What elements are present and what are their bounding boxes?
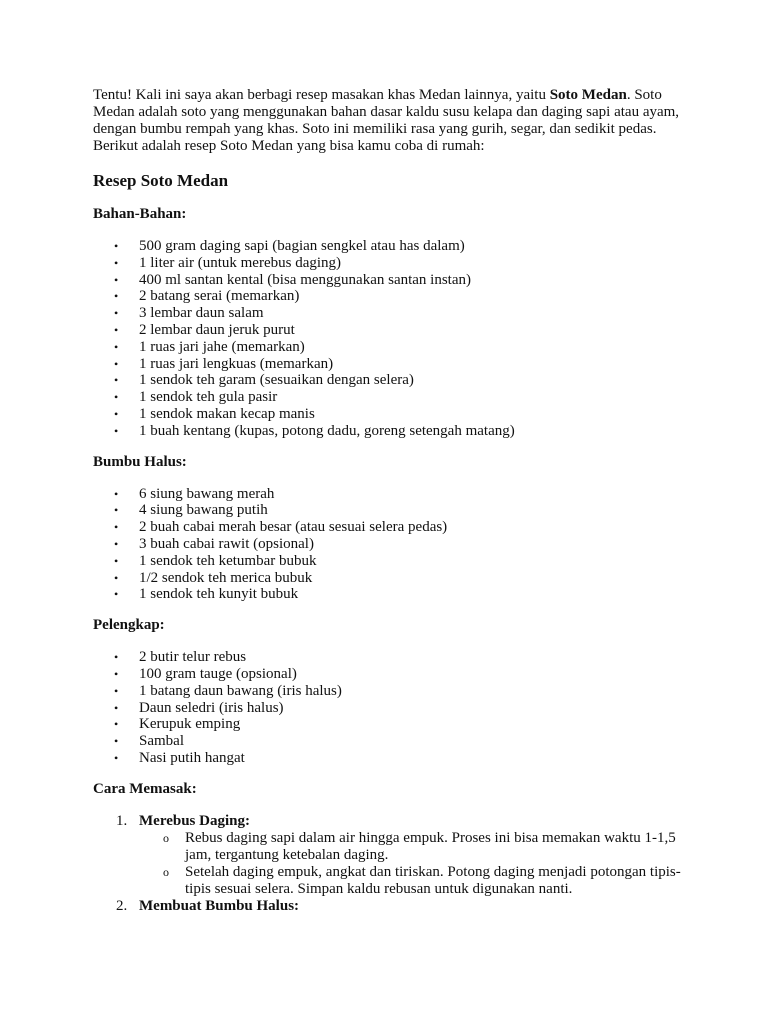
bullet-icon: • — [114, 734, 119, 749]
intro-rest: . Soto Medan adalah soto yang menggunakan bahan dasar kaldu susu kelapa dan daging sapi atau ayam, dengan bumbu rempah yang khas. Soto ini memiliki rasa yang gurih, segar, dan sedikit pedas. Berikut adalah resep Soto Medan yang bisa kamu coba di rumah: — [93, 87, 680, 154]
bullet-icon: • — [114, 373, 119, 388]
spice-item — [93, 570, 683, 587]
complement-item — [93, 700, 683, 717]
spice-item-text: 2 buah cabai merah besar (atau sesuai selera pedas) — [139, 519, 448, 536]
substep-item — [139, 830, 683, 864]
complement-item-text: Kerupuk emping — [139, 716, 241, 733]
substep-text: Rebus daging sapi dalam air hingga empuk. Proses ini bisa memakan waktu 1-1,5 jam, tergantung ketebalan daging. — [185, 829, 676, 863]
ingredient-item-text: 2 batang serai (memarkan) — [139, 288, 300, 305]
intro-lead: Tentu! Kali ini saya akan berbagi resep masakan khas Medan lainnya, yaitu — [93, 87, 550, 103]
complement-item — [93, 683, 683, 700]
ingredient-item-text: 1 sendok teh gula pasir — [139, 389, 278, 406]
complement-item — [93, 649, 683, 666]
bullet-icon: • — [114, 536, 119, 551]
bullet-icon: • — [114, 683, 119, 698]
ingredient-item — [93, 322, 683, 339]
heading-bumbu-halus: Bumbu Halus: — [93, 453, 187, 470]
bullet-icon: • — [114, 356, 119, 371]
step-item — [93, 898, 683, 915]
step-title: Membuat Bumbu Halus: — [139, 897, 300, 914]
step-item — [93, 813, 683, 898]
bullet-icon: • — [114, 289, 119, 304]
bullet-icon: • — [114, 272, 119, 287]
complement-item-text: Sambal — [139, 733, 184, 750]
ingredient-item-text: 500 gram daging sapi (bagian sengkel atau has dalam) — [139, 238, 465, 254]
bullet-icon: • — [114, 717, 119, 732]
bullet-icon: • — [114, 553, 119, 568]
bullet-icon: • — [114, 666, 119, 681]
spice-item-text: 1 sendok teh kunyit bubuk — [139, 586, 299, 603]
bullet-icon: • — [114, 406, 119, 421]
complement-item — [93, 750, 683, 767]
spice-item-text: 4 siung bawang putih — [139, 502, 268, 519]
ingredient-item — [93, 238, 683, 255]
bullet-icon: • — [114, 255, 119, 270]
list-bahan — [93, 238, 683, 440]
spice-item — [93, 519, 683, 536]
step-substeps — [139, 830, 683, 898]
complement-item — [93, 666, 683, 683]
ingredient-item-text: 1 ruas jari lengkuas (memarkan) — [139, 355, 334, 372]
ingredient-item — [93, 288, 683, 305]
complement-item-text: 100 gram tauge (opsional) — [139, 665, 297, 682]
complement-item-text: Nasi putih hangat — [139, 749, 245, 766]
bullet-icon: • — [114, 339, 119, 354]
bullet-icon: • — [114, 239, 119, 253]
bullet-icon: • — [114, 650, 119, 665]
bullet-icon: • — [114, 306, 119, 321]
ingredient-item-text: 3 lembar daun salam — [139, 305, 264, 322]
spice-item-text: 1 sendok teh ketumbar bubuk — [139, 552, 317, 569]
ingredient-item — [93, 356, 683, 373]
spice-item — [93, 502, 683, 519]
list-pelengkap — [93, 649, 683, 767]
ingredient-item-text: 1 buah kentang (kupas, potong dadu, goreng setengah matang) — [139, 422, 515, 439]
ingredient-item-text: 1 liter air (untuk merebus daging) — [139, 254, 342, 271]
spice-item-text: 3 buah cabai rawit (opsional) — [139, 535, 314, 552]
bullet-icon: • — [114, 503, 119, 518]
complement-item — [93, 716, 683, 733]
bullet-icon: • — [114, 390, 119, 405]
ingredient-item-text: 1 sendok teh garam (sesuaikan dengan selera) — [139, 372, 414, 389]
recipe-title: Resep Soto Medan — [93, 171, 229, 190]
substep-text: Setelah daging empuk, angkat dan tiriskan. Potong daging menjadi potongan tipis-tipis sesuai selera. Simpan kaldu rebusan untuk digunakan nanti. — [185, 863, 681, 897]
bullet-icon: • — [114, 750, 119, 765]
complement-item-text: 1 batang daun bawang (iris halus) — [139, 682, 342, 699]
bullet-icon: • — [114, 486, 119, 501]
step-number: 2. — [116, 897, 128, 914]
ingredient-item — [93, 423, 683, 440]
step-number: 1. — [116, 812, 128, 829]
list-steps — [93, 813, 683, 915]
ingredient-item-text: 2 lembar daun jeruk purut — [139, 321, 295, 338]
spice-item — [93, 486, 683, 503]
heading-pelengkap: Pelengkap: — [93, 617, 165, 634]
ingredient-item — [93, 339, 683, 356]
list-bumbu-halus — [93, 486, 683, 604]
circle-bullet-icon: o — [163, 864, 169, 879]
substep-item — [139, 864, 683, 898]
bullet-icon: • — [114, 700, 119, 715]
circle-bullet-icon: o — [163, 830, 169, 845]
complement-item-text: Daun seledri (iris halus) — [139, 699, 284, 716]
ingredient-item-text: 1 ruas jari jahe (memarkan) — [139, 338, 305, 355]
heading-bahan: Bahan-Bahan: — [93, 206, 187, 222]
ingredient-item-text: 400 ml santan kental (bisa menggunakan santan instan) — [139, 271, 471, 288]
spice-item — [93, 553, 683, 570]
ingredient-item — [93, 372, 683, 389]
ingredient-item — [93, 305, 683, 322]
bullet-icon: • — [114, 570, 119, 585]
bullet-icon: • — [114, 587, 119, 602]
step-title: Merebus Daging: — [139, 812, 250, 829]
spice-item — [93, 586, 683, 603]
ingredient-item — [93, 389, 683, 406]
bullet-icon: • — [114, 520, 119, 535]
heading-cara-memasak: Cara Memasak: — [93, 780, 197, 797]
ingredient-item — [93, 406, 683, 423]
complement-item — [93, 733, 683, 750]
bullet-icon: • — [114, 423, 119, 438]
document-body — [93, 87, 683, 915]
intro-dish-name: Soto Medan — [549, 87, 627, 103]
bullet-icon: • — [114, 322, 119, 337]
ingredient-item-text: 1 sendok makan kecap manis — [139, 405, 315, 422]
spice-item-text: 6 siung bawang merah — [139, 485, 275, 502]
ingredient-item — [93, 255, 683, 272]
complement-item-text: 2 butir telur rebus — [139, 649, 247, 666]
spice-item — [93, 536, 683, 553]
intro-paragraph — [93, 87, 683, 155]
ingredient-item — [93, 272, 683, 289]
spice-item-text: 1/2 sendok teh merica bubuk — [139, 569, 313, 586]
